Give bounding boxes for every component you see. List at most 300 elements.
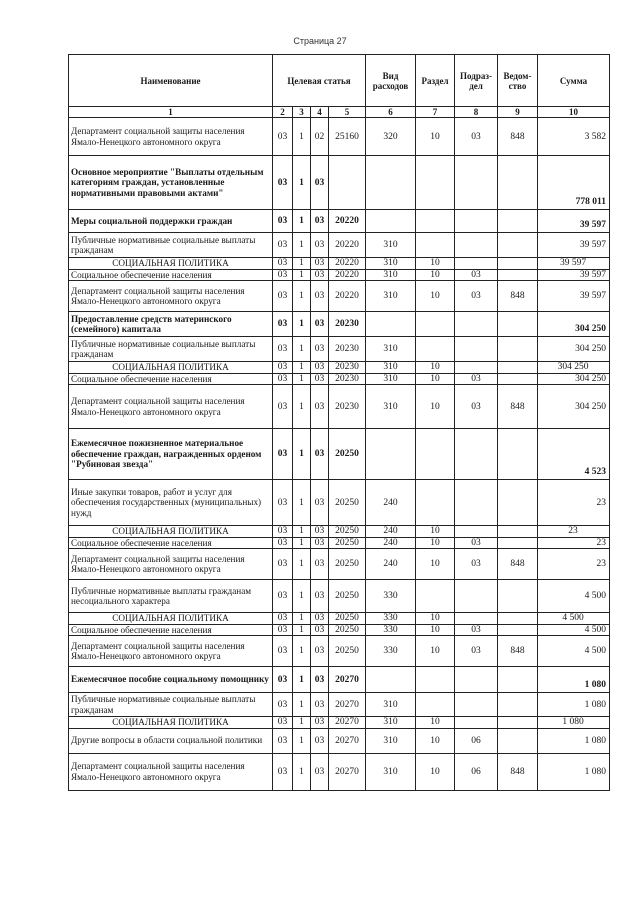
column-number: 7 [416, 107, 455, 118]
department-code [498, 337, 538, 362]
item-name: Социальное обеспечение населения [69, 373, 273, 385]
target-code-2: 1 [293, 526, 311, 538]
department-code [498, 480, 538, 526]
item-name: Иные закупки товаров, работ и услуг для обеспечения государственных (муниципальных) нужд [69, 480, 273, 526]
table-row [69, 613, 610, 625]
item-name: Департамент социальной защиты населения Ямало-Ненецкого автономного округа [69, 118, 273, 156]
item-name: СОЦИАЛЬНАЯ ПОЛИТИКА [69, 717, 273, 729]
target-code-3: 03 [311, 580, 329, 613]
target-code-1: 03 [273, 636, 293, 667]
expense-type: 310 [366, 753, 416, 790]
table-row [69, 717, 610, 729]
column-number: 6 [366, 107, 416, 118]
section: 10 [416, 258, 455, 270]
expense-type: 310 [366, 728, 416, 753]
target-code-2: 1 [293, 258, 311, 270]
department-code: 848 [498, 385, 538, 429]
header-department: Ведом-ство [498, 55, 538, 107]
column-number: 9 [498, 107, 538, 118]
table-row [69, 580, 610, 613]
target-code-4: 20250 [329, 613, 366, 625]
target-code-4: 20220 [329, 210, 366, 233]
section: 10 [416, 728, 455, 753]
amount: 39 597 [538, 269, 610, 281]
subsection [455, 693, 498, 717]
section [416, 312, 455, 337]
target-code-1: 03 [273, 362, 293, 374]
department-code [498, 717, 538, 729]
column-number: 10 [538, 107, 610, 118]
subsection: 03 [455, 624, 498, 636]
page-number: Страница 27 [293, 36, 347, 46]
item-name: СОЦИАЛЬНАЯ ПОЛИТИКА [69, 362, 273, 374]
header-expense-type: Вид расходов [366, 55, 416, 107]
target-code-4: 20250 [329, 624, 366, 636]
target-code-4: 20250 [329, 580, 366, 613]
target-code-3: 03 [311, 667, 329, 693]
item-name: Публичные нормативные социальные выплаты гражданам [69, 233, 273, 258]
item-name: Публичные нормативные социальные выплаты гражданам [69, 337, 273, 362]
section [416, 156, 455, 210]
expense-type [366, 210, 416, 233]
section: 10 [416, 636, 455, 667]
expense-type: 330 [366, 580, 416, 613]
amount: 23 [538, 537, 610, 549]
table-row [69, 624, 610, 636]
table-row [69, 549, 610, 580]
header-section: Раздел [416, 55, 455, 107]
table-row [69, 693, 610, 717]
section: 10 [416, 717, 455, 729]
amount: 778 011 [538, 156, 610, 210]
target-code-1: 03 [273, 337, 293, 362]
department-code [498, 728, 538, 753]
amount: 39 597 [538, 210, 610, 233]
department-code [498, 580, 538, 613]
target-code-2: 1 [293, 429, 311, 480]
expense-type: 310 [366, 385, 416, 429]
target-code-2: 1 [293, 480, 311, 526]
item-name: Департамент социальной защиты населения Ямало-Ненецкого автономного округа [69, 753, 273, 790]
target-code-1: 03 [273, 537, 293, 549]
target-code-4: 20270 [329, 753, 366, 790]
department-code: 848 [498, 281, 538, 312]
amount: 39 597 [538, 281, 610, 312]
expense-type: 240 [366, 526, 416, 538]
table-row [69, 636, 610, 667]
subsection [455, 210, 498, 233]
table-row [69, 429, 610, 480]
target-code-1: 03 [273, 549, 293, 580]
subsection: 06 [455, 728, 498, 753]
target-code-2: 1 [293, 624, 311, 636]
table-row [69, 156, 610, 210]
target-code-3: 03 [311, 156, 329, 210]
department-code: 848 [498, 753, 538, 790]
expense-type [366, 429, 416, 480]
department-code [498, 362, 538, 374]
target-code-1: 03 [273, 580, 293, 613]
expense-type: 310 [366, 717, 416, 729]
target-code-4: 20230 [329, 337, 366, 362]
subsection: 03 [455, 269, 498, 281]
target-code-4 [329, 156, 366, 210]
target-code-3: 03 [311, 281, 329, 312]
item-name: Другие вопросы в области социальной политики [69, 728, 273, 753]
section [416, 580, 455, 613]
section: 10 [416, 269, 455, 281]
target-code-2: 1 [293, 385, 311, 429]
target-code-2: 1 [293, 667, 311, 693]
expense-type [366, 156, 416, 210]
target-code-3: 03 [311, 693, 329, 717]
column-number: 3 [293, 107, 311, 118]
table-row [69, 312, 610, 337]
target-code-2: 1 [293, 537, 311, 549]
department-code: 848 [498, 549, 538, 580]
item-name: Основное мероприятие "Выплаты отдельным категориям граждан, установленные нормативными правовыми актами" [69, 156, 273, 210]
expense-type: 320 [366, 118, 416, 156]
target-code-1: 03 [273, 156, 293, 210]
target-code-3: 03 [311, 269, 329, 281]
target-code-3: 03 [311, 429, 329, 480]
target-code-3: 03 [311, 753, 329, 790]
target-code-1: 03 [273, 429, 293, 480]
amount: 3 582 [538, 118, 610, 156]
target-code-2: 1 [293, 118, 311, 156]
subsection: 03 [455, 549, 498, 580]
amount: 1 080 [538, 717, 610, 729]
section [416, 480, 455, 526]
target-code-4: 25160 [329, 118, 366, 156]
target-code-3: 03 [311, 526, 329, 538]
target-code-3: 03 [311, 549, 329, 580]
target-code-4: 20270 [329, 667, 366, 693]
item-name: СОЦИАЛЬНАЯ ПОЛИТИКА [69, 526, 273, 538]
amount: 4 523 [538, 429, 610, 480]
amount: 39 597 [538, 258, 610, 270]
column-number: 4 [311, 107, 329, 118]
department-code: 848 [498, 636, 538, 667]
expense-type: 330 [366, 613, 416, 625]
expense-type [366, 667, 416, 693]
target-code-4: 20250 [329, 549, 366, 580]
header-name: Наименование [69, 55, 273, 107]
amount: 23 [538, 480, 610, 526]
table-row [69, 667, 610, 693]
target-code-1: 03 [273, 728, 293, 753]
target-code-4: 20250 [329, 636, 366, 667]
subsection [455, 667, 498, 693]
target-code-2: 1 [293, 233, 311, 258]
expense-type: 240 [366, 537, 416, 549]
target-code-2: 1 [293, 753, 311, 790]
target-code-2: 1 [293, 281, 311, 312]
target-code-4: 20230 [329, 373, 366, 385]
section [416, 210, 455, 233]
department-code [498, 624, 538, 636]
expense-type [366, 312, 416, 337]
department-code [498, 537, 538, 549]
header-row [69, 55, 610, 107]
expense-type: 310 [366, 337, 416, 362]
target-code-1: 03 [273, 613, 293, 625]
item-name: Департамент социальной защиты населения Ямало-Ненецкого автономного округа [69, 549, 273, 580]
table-row [69, 385, 610, 429]
column-number: 1 [69, 107, 273, 118]
target-code-4: 20230 [329, 385, 366, 429]
subsection: 03 [455, 385, 498, 429]
subsection [455, 233, 498, 258]
subsection [455, 429, 498, 480]
table-row [69, 753, 610, 790]
section: 10 [416, 118, 455, 156]
target-code-3: 03 [311, 312, 329, 337]
expense-type: 330 [366, 624, 416, 636]
department-code [498, 526, 538, 538]
amount: 1 080 [538, 693, 610, 717]
subsection [455, 480, 498, 526]
target-code-4: 20220 [329, 258, 366, 270]
subsection [455, 717, 498, 729]
subsection [455, 156, 498, 210]
department-code: 848 [498, 118, 538, 156]
section [416, 667, 455, 693]
target-code-2: 1 [293, 613, 311, 625]
expense-type: 310 [366, 258, 416, 270]
target-code-4: 20270 [329, 728, 366, 753]
target-code-3: 03 [311, 373, 329, 385]
target-code-4: 20220 [329, 269, 366, 281]
target-code-1: 03 [273, 480, 293, 526]
expense-type: 310 [366, 373, 416, 385]
header-target-article: Целевая статья [273, 55, 366, 107]
target-code-2: 1 [293, 156, 311, 210]
target-code-2: 1 [293, 549, 311, 580]
target-code-3: 03 [311, 210, 329, 233]
item-name: Социальное обеспечение населения [69, 537, 273, 549]
target-code-4: 20270 [329, 717, 366, 729]
amount: 304 250 [538, 362, 610, 374]
target-code-2: 1 [293, 636, 311, 667]
target-code-1: 03 [273, 118, 293, 156]
section: 10 [416, 624, 455, 636]
expense-type: 240 [366, 549, 416, 580]
table-row [69, 258, 610, 270]
amount: 4 500 [538, 636, 610, 667]
target-code-1: 03 [273, 258, 293, 270]
item-name: Ежемесячное пособие социальному помощнику [69, 667, 273, 693]
target-code-2: 1 [293, 717, 311, 729]
target-code-3: 03 [311, 537, 329, 549]
item-name: СОЦИАЛЬНАЯ ПОЛИТИКА [69, 258, 273, 270]
expense-type: 310 [366, 281, 416, 312]
target-code-2: 1 [293, 337, 311, 362]
section: 10 [416, 385, 455, 429]
subsection [455, 312, 498, 337]
section [416, 693, 455, 717]
target-code-4: 20250 [329, 480, 366, 526]
subsection [455, 580, 498, 613]
target-code-1: 03 [273, 312, 293, 337]
item-name: СОЦИАЛЬНАЯ ПОЛИТИКА [69, 613, 273, 625]
table-row [69, 373, 610, 385]
section: 10 [416, 549, 455, 580]
department-code [498, 258, 538, 270]
department-code [498, 233, 538, 258]
table-row [69, 526, 610, 538]
target-code-4: 20230 [329, 312, 366, 337]
section: 10 [416, 613, 455, 625]
amount: 304 250 [538, 312, 610, 337]
amount: 1 080 [538, 728, 610, 753]
target-code-1: 03 [273, 385, 293, 429]
amount: 39 597 [538, 233, 610, 258]
section: 10 [416, 281, 455, 312]
target-code-2: 1 [293, 269, 311, 281]
target-code-1: 03 [273, 753, 293, 790]
department-code [498, 667, 538, 693]
target-code-3: 03 [311, 233, 329, 258]
target-code-4: 20220 [329, 281, 366, 312]
column-number: 8 [455, 107, 498, 118]
table-row [69, 362, 610, 374]
target-code-3: 03 [311, 613, 329, 625]
target-code-4: 20250 [329, 526, 366, 538]
target-code-1: 03 [273, 373, 293, 385]
target-code-3: 03 [311, 728, 329, 753]
target-code-2: 1 [293, 728, 311, 753]
item-name: Департамент социальной защиты населения Ямало-Ненецкого автономного округа [69, 281, 273, 312]
subsection: 03 [455, 373, 498, 385]
target-code-1: 03 [273, 526, 293, 538]
department-code [498, 613, 538, 625]
target-code-4: 20270 [329, 693, 366, 717]
target-code-4: 20250 [329, 429, 366, 480]
subsection [455, 613, 498, 625]
table-row [69, 480, 610, 526]
subsection: 03 [455, 537, 498, 549]
table-row [69, 537, 610, 549]
target-code-3: 02 [311, 118, 329, 156]
target-code-4: 20250 [329, 537, 366, 549]
expense-type: 310 [366, 269, 416, 281]
table-row [69, 281, 610, 312]
item-name: Социальное обеспечение населения [69, 269, 273, 281]
department-code [498, 312, 538, 337]
amount: 304 250 [538, 373, 610, 385]
subsection [455, 362, 498, 374]
target-code-2: 1 [293, 373, 311, 385]
item-name: Публичные нормативные социальные выплаты гражданам [69, 693, 273, 717]
department-code [498, 429, 538, 480]
target-code-1: 03 [273, 693, 293, 717]
target-code-3: 03 [311, 385, 329, 429]
item-name: Департамент социальной защиты населения Ямало-Ненецкого автономного округа [69, 385, 273, 429]
target-code-1: 03 [273, 233, 293, 258]
department-code [498, 156, 538, 210]
amount: 23 [538, 549, 610, 580]
target-code-1: 03 [273, 667, 293, 693]
expense-type: 310 [366, 233, 416, 258]
target-code-1: 03 [273, 210, 293, 233]
section: 10 [416, 526, 455, 538]
subsection [455, 337, 498, 362]
table-row [69, 337, 610, 362]
section [416, 233, 455, 258]
target-code-2: 1 [293, 210, 311, 233]
table-row [69, 210, 610, 233]
target-code-2: 1 [293, 362, 311, 374]
column-number: 2 [273, 107, 293, 118]
expense-type: 330 [366, 636, 416, 667]
section: 10 [416, 373, 455, 385]
department-code [498, 210, 538, 233]
item-name: Публичные нормативные выплаты гражданам несоциального характера [69, 580, 273, 613]
subsection: 03 [455, 118, 498, 156]
amount: 4 500 [538, 613, 610, 625]
department-code [498, 373, 538, 385]
target-code-1: 03 [273, 717, 293, 729]
header-amount: Сумма [538, 55, 610, 107]
target-code-3: 03 [311, 624, 329, 636]
department-code [498, 693, 538, 717]
section: 10 [416, 362, 455, 374]
amount: 4 500 [538, 580, 610, 613]
target-code-1: 03 [273, 281, 293, 312]
target-code-3: 03 [311, 480, 329, 526]
column-number-row [69, 107, 610, 118]
item-name: Социальное обеспечение населения [69, 624, 273, 636]
target-code-3: 03 [311, 362, 329, 374]
amount: 4 500 [538, 624, 610, 636]
subsection [455, 526, 498, 538]
header-subsection: Подраз-дел [455, 55, 498, 107]
department-code [498, 269, 538, 281]
subsection: 03 [455, 636, 498, 667]
target-code-3: 03 [311, 337, 329, 362]
item-name: Ежемесячное пожизненное материальное обеспечение граждан, награжденных орденом "Рубиновая звезда" [69, 429, 273, 480]
amount: 1 080 [538, 667, 610, 693]
subsection: 03 [455, 281, 498, 312]
target-code-4: 20230 [329, 362, 366, 374]
target-code-3: 03 [311, 258, 329, 270]
target-code-2: 1 [293, 312, 311, 337]
table-row [69, 233, 610, 258]
target-code-2: 1 [293, 693, 311, 717]
amount: 304 250 [538, 337, 610, 362]
item-name: Предоставление средств материнского (семейного) капитала [69, 312, 273, 337]
amount: 23 [538, 526, 610, 538]
section [416, 429, 455, 480]
item-name: Меры социальной поддержки граждан [69, 210, 273, 233]
target-code-1: 03 [273, 269, 293, 281]
item-name: Департамент социальной защиты населения Ямало-Ненецкого автономного округа [69, 636, 273, 667]
target-code-3: 03 [311, 717, 329, 729]
expense-type: 310 [366, 693, 416, 717]
amount: 1 080 [538, 753, 610, 790]
target-code-2: 1 [293, 580, 311, 613]
table-row [69, 269, 610, 281]
table-row [69, 728, 610, 753]
table-row [69, 118, 610, 156]
target-code-3: 03 [311, 636, 329, 667]
subsection [455, 258, 498, 270]
expense-type: 310 [366, 362, 416, 374]
expense-type: 240 [366, 480, 416, 526]
section: 10 [416, 537, 455, 549]
target-code-4: 20220 [329, 233, 366, 258]
